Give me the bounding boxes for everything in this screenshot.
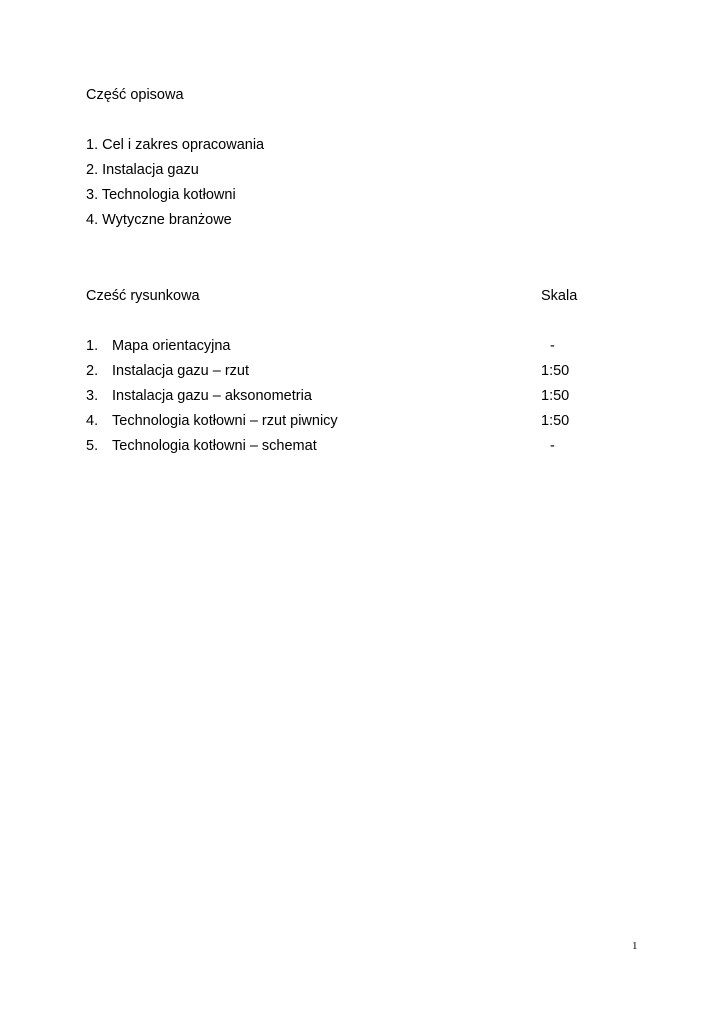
drawing-item-title: Instalacja gazu – aksonometria [112,388,312,404]
drawing-item-number: 1. [86,338,99,354]
descriptive-item: 4. Wytyczne branżowe [86,212,232,228]
drawing-item-scale: - [550,338,555,354]
page-number: 1 [632,940,638,952]
descriptive-item: 1. Cel i zakres opracowania [86,137,265,153]
drawing-item [86,437,317,455]
drawing-item-scale: - [550,438,555,454]
drawing-item-scale: 1:50 [541,363,570,379]
descriptive-item: 3. Technologia kotłowni [86,187,236,203]
drawing-item-title: Mapa orientacyjna [112,338,231,354]
drawing-item [86,412,338,430]
drawings-heading: Cześć rysunkowa [86,288,200,304]
drawing-item [86,362,249,380]
drawing-item-title: Technologia kotłowni – rzut piwnicy [112,413,338,429]
drawing-item-number: 2. [86,363,99,379]
drawing-item-scale: 1:50 [541,388,570,404]
drawing-item [86,337,231,355]
drawing-item-number: 5. [86,438,99,454]
drawing-item-scale: 1:50 [541,413,570,429]
drawing-item [86,387,312,405]
drawing-item-title: Technologia kotłowni – schemat [112,438,317,454]
descriptive-heading: Część opisowa [86,87,184,103]
drawing-item-number: 4. [86,413,99,429]
drawing-item-number: 3. [86,388,99,404]
drawing-item-title: Instalacja gazu – rzut [112,363,250,379]
descriptive-item: 2. Instalacja gazu [86,162,199,178]
scale-heading: Skala [541,288,578,304]
